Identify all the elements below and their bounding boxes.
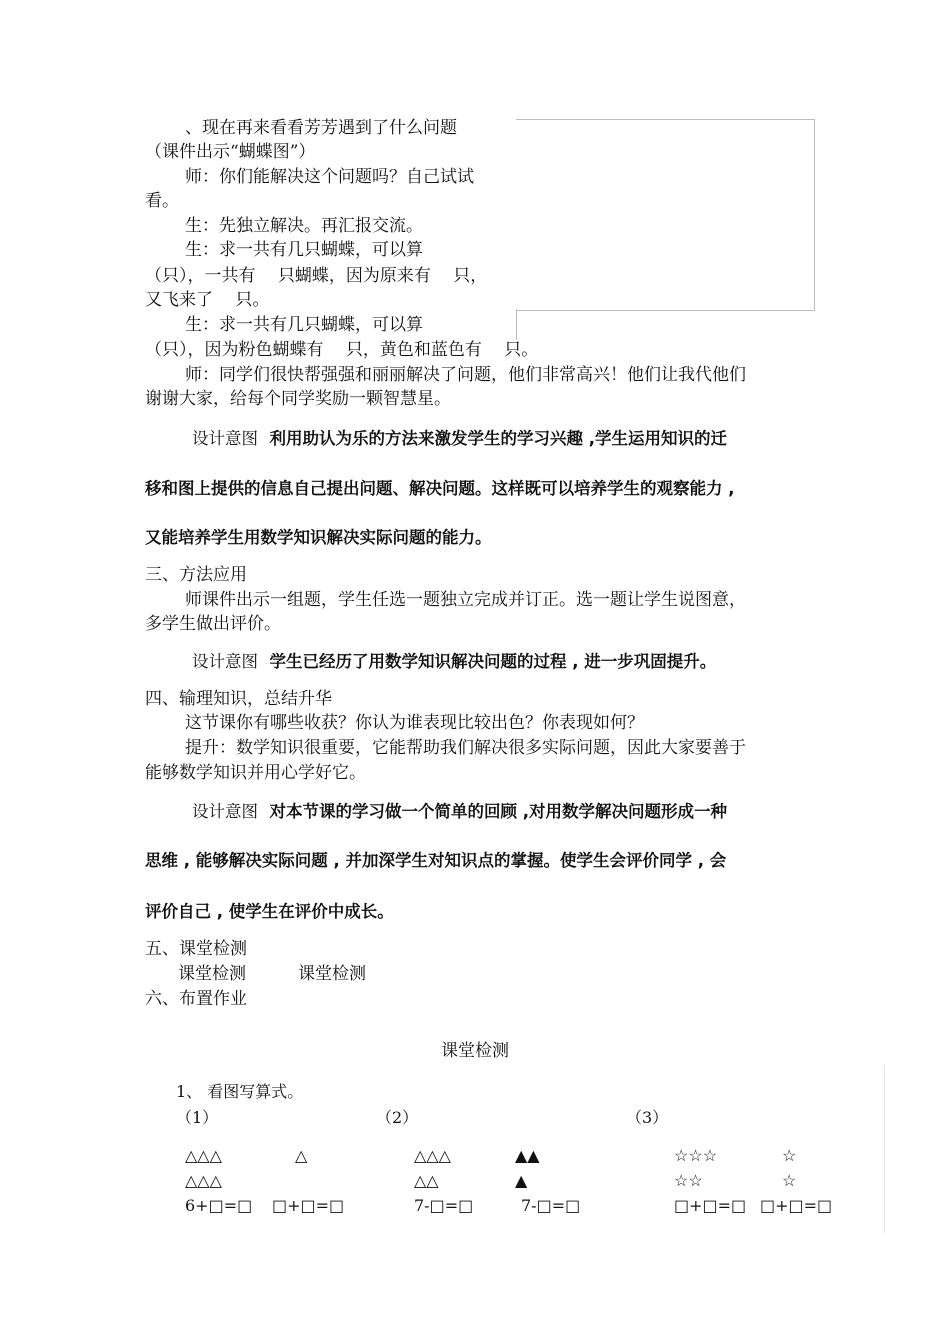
design-intent-3-line: 思维 , 能够解决实际问题 , 并加深学生对知识点的掌握。使学生会评价同学 , 会 xyxy=(145,851,727,870)
paragraph-line: 师：同学们很快帮强强和丽丽解决了问题，他们非常高兴！他们让我代他们 xyxy=(185,365,746,385)
paragraph-line: 谢谢大家，给每个同学奖励一颗智慧星。 xyxy=(145,389,451,409)
design-intent-text: 利用助认为乐的方法来激发学生的学习兴趣 ,学生运用知识的迁 xyxy=(269,429,728,448)
design-intent-label: 设计意图 xyxy=(192,652,258,671)
triangle-row: △△ xyxy=(414,1171,439,1190)
star-row: ☆☆ xyxy=(674,1171,703,1190)
equation: □+□=□ xyxy=(760,1196,833,1215)
star-row: ☆☆☆ xyxy=(674,1146,718,1165)
paragraph-line: （只），一共有 只蝴蝶，因为原来有 只， xyxy=(145,266,488,286)
group-label-1: （1） xyxy=(176,1108,219,1127)
test-title: 课堂检测 xyxy=(441,1041,509,1061)
image-frame-edge xyxy=(516,309,517,340)
paragraph-line: 、现在再来看看芳芳遇到了什么问题 xyxy=(185,118,457,138)
test-link-2: 课堂检测 xyxy=(298,964,366,984)
equation: 6+□=□ xyxy=(185,1196,253,1215)
question-1: 1、 看图写算式。 xyxy=(176,1082,304,1101)
paragraph-line: 能够数学知识并用心学好它。 xyxy=(145,763,366,783)
equation: □+□=□ xyxy=(272,1196,345,1215)
paragraph-line: （只），因为粉色蝴蝶有 只，黄色和蓝色有 只。 xyxy=(145,340,539,360)
paragraph-line: 多学生做出评价。 xyxy=(145,614,281,634)
design-intent-1-line: 又能培养学生用数学知识解决实际问题的能力。 xyxy=(145,528,492,547)
design-intent-label: 设计意图 xyxy=(192,429,258,448)
test-link-1: 课堂检测 xyxy=(178,964,246,984)
section-heading: 六、布置作业 xyxy=(145,989,247,1009)
filled-triangle-row: ▲▲ xyxy=(515,1146,540,1165)
equation: 7-□=□ xyxy=(521,1196,581,1215)
paragraph-line: 这节课你有哪些收获？你认为谁表现比较出色？你表现如何？ xyxy=(185,713,644,733)
paragraph-line: 生：求一共有几只蝴蝶，可以算 xyxy=(185,240,423,260)
butterfly-image-frame xyxy=(516,119,815,311)
star-row: ☆ xyxy=(782,1146,797,1165)
equation: □+□=□ xyxy=(674,1196,747,1215)
paragraph-line: 看。 xyxy=(145,191,179,211)
section-heading: 四、输理知识，总结升华 xyxy=(145,689,332,709)
triangle-row: △ xyxy=(295,1146,308,1165)
design-intent-label: 设计意图 xyxy=(192,802,258,821)
paragraph-line: 生：求一共有几只蝴蝶，可以算 xyxy=(185,315,423,335)
triangle-row: △△△ xyxy=(414,1146,451,1165)
design-intent-1-line xyxy=(192,427,727,451)
group-label-3: （3） xyxy=(626,1108,669,1127)
triangle-row: △△△ xyxy=(185,1146,222,1165)
group-label-2: （2） xyxy=(376,1108,419,1127)
design-intent-2-line xyxy=(192,650,716,674)
equation: 7-□=□ xyxy=(414,1196,474,1215)
section-heading: 五、课堂检测 xyxy=(145,939,247,959)
design-intent-text: 对本节课的学习做一个简单的回顾 ,对用数学解决问题形成一种 xyxy=(269,802,728,821)
triangle-row: △△△ xyxy=(185,1171,222,1190)
design-intent-text: 学生已经历了用数学知识解决问题的过程 , 进一步巩固提升。 xyxy=(269,652,717,671)
margin-rule xyxy=(884,1065,885,1233)
section-heading: 三、方法应用 xyxy=(145,565,247,585)
paragraph-line: 生：先独立解决。再汇报交流。 xyxy=(185,216,423,236)
design-intent-1-line: 移和图上提供的信息自己提出问题、解决问题。这样既可以培养学生的观察能力 , xyxy=(145,479,735,498)
filled-triangle-row: ▲ xyxy=(515,1171,528,1190)
design-intent-3-line: 评价自己 , 使学生在评价中成长。 xyxy=(145,902,394,921)
paragraph-line: 师：你们能解决这个问题吗？自己试试 xyxy=(185,167,474,187)
paragraph-line: 提升：数学知识很重要，它能帮助我们解决很多实际问题，因此大家要善于 xyxy=(185,738,746,758)
design-intent-3-line xyxy=(192,800,727,824)
star-row: ☆ xyxy=(782,1171,797,1190)
paragraph-line: 师课件出示一组题，学生任选一题独立完成并订正。选一题让学生说图意， xyxy=(185,590,746,610)
paragraph-line: （课件出示“蝴蝶图”） xyxy=(145,142,316,162)
paragraph-line: 又飞来了 只。 xyxy=(145,290,270,310)
